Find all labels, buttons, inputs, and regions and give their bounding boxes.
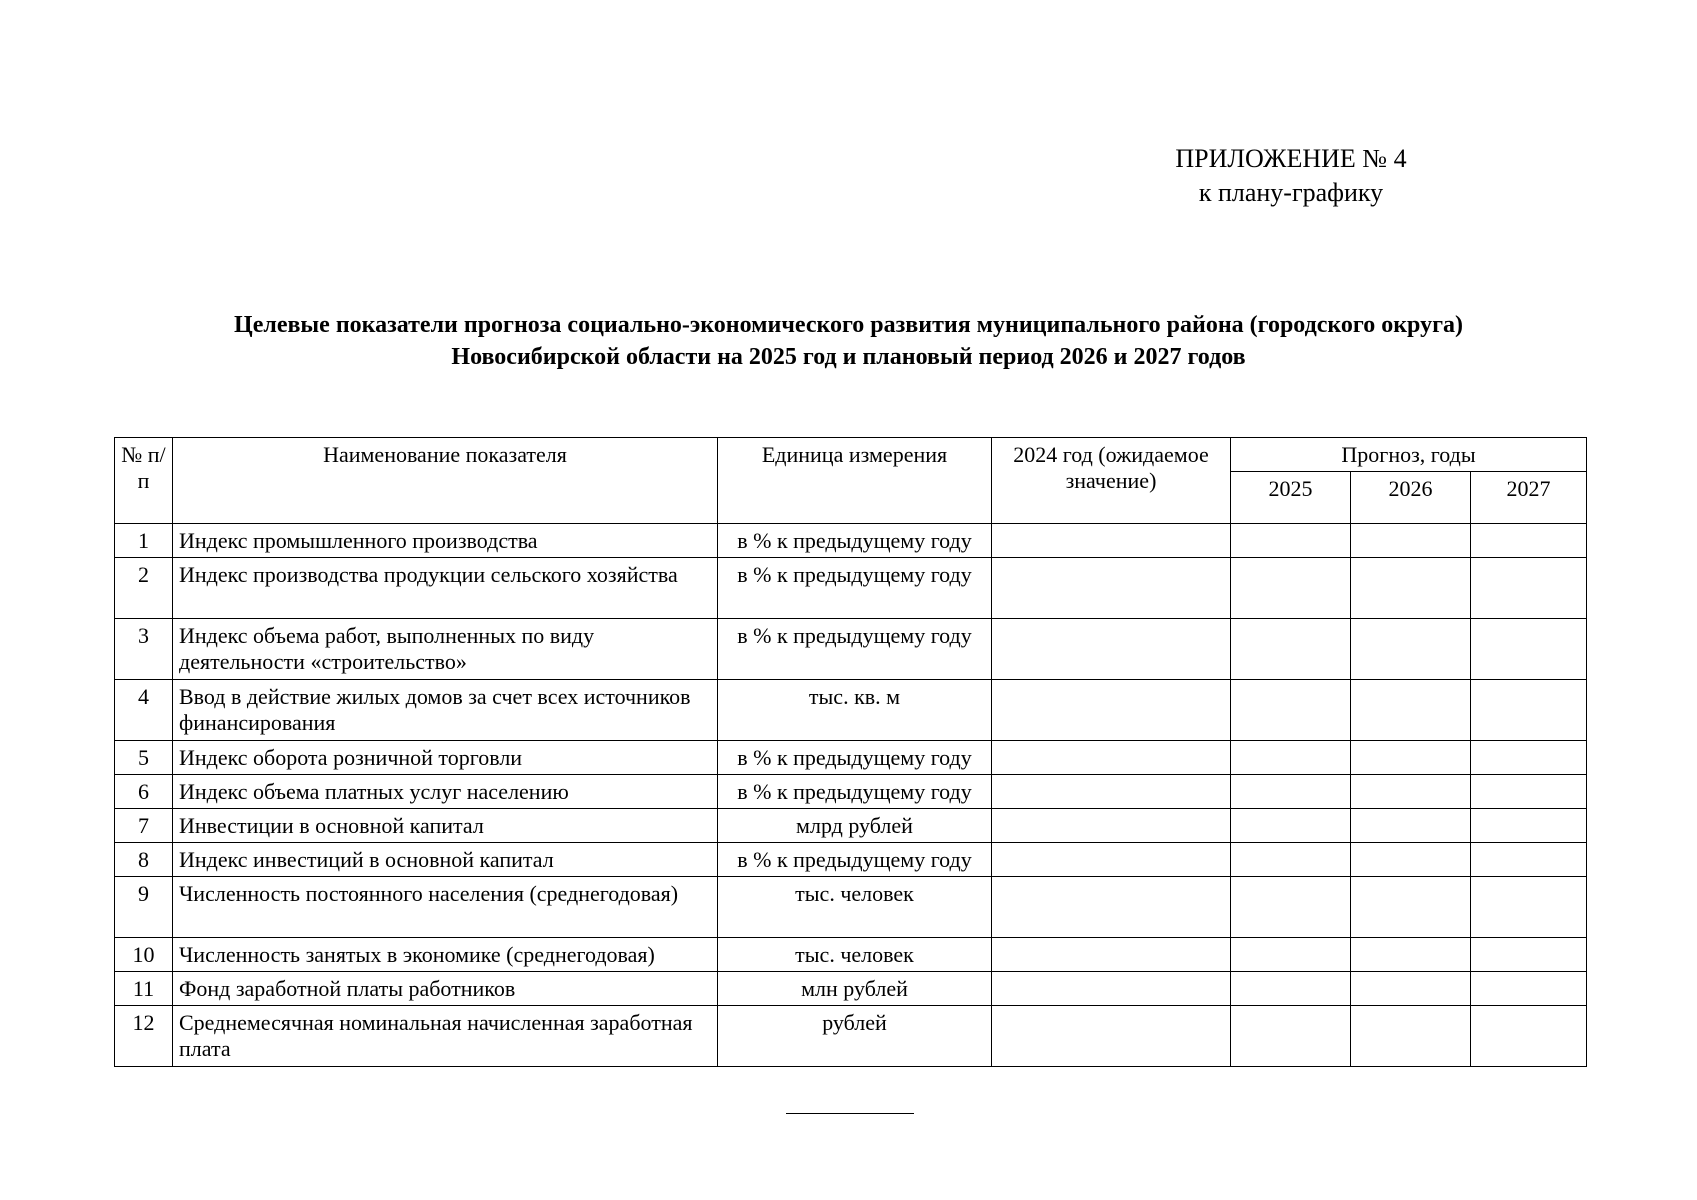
- value-2026: [1351, 741, 1471, 775]
- value-2027: [1471, 558, 1587, 619]
- value-2025: [1231, 558, 1351, 619]
- indicator-name: Инвестиции в основной капитал: [173, 809, 718, 843]
- row-number: 10: [115, 938, 173, 972]
- indicator-unit: в % к предыдущему году: [718, 524, 992, 558]
- value-2027: [1471, 524, 1587, 558]
- appendix-block: [1141, 142, 1441, 210]
- value-2027: [1471, 680, 1587, 741]
- value-2027: [1471, 1006, 1587, 1067]
- row-number: 2: [115, 558, 173, 619]
- value-2026: [1351, 938, 1471, 972]
- indicator-name: Индекс инвестиций в основной капитал: [173, 843, 718, 877]
- value-2025: [1231, 1006, 1351, 1067]
- value-2027: [1471, 877, 1587, 938]
- row-number: 11: [115, 972, 173, 1006]
- indicator-name: Ввод в действие жилых домов за счет всех источников финансирования: [173, 680, 718, 741]
- value-2024: [992, 972, 1231, 1006]
- value-2025: [1231, 877, 1351, 938]
- table-header-row: [115, 438, 1587, 472]
- table-row: [115, 938, 1587, 972]
- header-unit: Единица измерения: [718, 438, 992, 524]
- header-year-2027: 2027: [1471, 472, 1587, 524]
- indicator-unit: тыс. человек: [718, 877, 992, 938]
- value-2026: [1351, 843, 1471, 877]
- value-2024: [992, 877, 1231, 938]
- row-number: 1: [115, 524, 173, 558]
- table-row: [115, 809, 1587, 843]
- table-row: [115, 775, 1587, 809]
- value-2024: [992, 558, 1231, 619]
- value-2025: [1231, 843, 1351, 877]
- table-row: [115, 558, 1587, 619]
- indicator-name: Среднемесячная номинальная начисленная заработная плата: [173, 1006, 718, 1067]
- value-2026: [1351, 558, 1471, 619]
- indicator-unit: млрд рублей: [718, 809, 992, 843]
- value-2025: [1231, 938, 1351, 972]
- header-name: Наименование показателя: [173, 438, 718, 524]
- indicator-name: Фонд заработной платы работников: [173, 972, 718, 1006]
- value-2027: [1471, 741, 1587, 775]
- table-row: [115, 524, 1587, 558]
- value-2024: [992, 775, 1231, 809]
- value-2025: [1231, 619, 1351, 680]
- value-2027: [1471, 972, 1587, 1006]
- row-number: 12: [115, 1006, 173, 1067]
- header-num: № п/п: [115, 438, 173, 524]
- value-2025: [1231, 680, 1351, 741]
- indicator-name: Индекс оборота розничной торговли: [173, 741, 718, 775]
- value-2025: [1231, 972, 1351, 1006]
- header-year-2026: 2026: [1351, 472, 1471, 524]
- table-row: [115, 877, 1587, 938]
- value-2024: [992, 524, 1231, 558]
- value-2024: [992, 741, 1231, 775]
- indicator-name: Индекс промышленного производства: [173, 524, 718, 558]
- document-title-line-1: Целевые показатели прогноза социально-экономического развития муниципального района (городского округа): [234, 312, 1463, 338]
- value-2024: [992, 843, 1231, 877]
- value-2024: [992, 619, 1231, 680]
- table-row: [115, 680, 1587, 741]
- document-title: [100, 309, 1597, 373]
- appendix-number: ПРИЛОЖЕНИЕ № 4: [1175, 144, 1407, 173]
- table-row: [115, 741, 1587, 775]
- indicator-name: Индекс производства продукции сельского хозяйства: [173, 558, 718, 619]
- value-2026: [1351, 809, 1471, 843]
- value-2025: [1231, 809, 1351, 843]
- table-row: [115, 972, 1587, 1006]
- table-row: [115, 843, 1587, 877]
- row-number: 6: [115, 775, 173, 809]
- indicator-unit: в % к предыдущему году: [718, 843, 992, 877]
- value-2025: [1231, 775, 1351, 809]
- value-2027: [1471, 775, 1587, 809]
- row-number: 5: [115, 741, 173, 775]
- indicator-name: Численность постоянного населения (среднегодовая): [173, 877, 718, 938]
- header-base-year: 2024 год (ожидаемое значение): [992, 438, 1231, 524]
- header-year-2025: 2025: [1231, 472, 1351, 524]
- value-2025: [1231, 741, 1351, 775]
- value-2024: [992, 680, 1231, 741]
- value-2026: [1351, 972, 1471, 1006]
- row-number: 3: [115, 619, 173, 680]
- indicator-unit: тыс. кв. м: [718, 680, 992, 741]
- indicator-unit: рублей: [718, 1006, 992, 1067]
- closing-rule: [786, 1113, 914, 1114]
- value-2026: [1351, 877, 1471, 938]
- indicator-unit: в % к предыдущему году: [718, 619, 992, 680]
- value-2026: [1351, 619, 1471, 680]
- table-row: [115, 1006, 1587, 1067]
- indicator-name: Индекс объема работ, выполненных по виду деятельности «строительство»: [173, 619, 718, 680]
- value-2027: [1471, 843, 1587, 877]
- value-2026: [1351, 775, 1471, 809]
- indicator-unit: в % к предыдущему году: [718, 775, 992, 809]
- indicator-unit: тыс. человек: [718, 938, 992, 972]
- appendix-reference: к плану-графику: [1198, 178, 1384, 207]
- value-2025: [1231, 524, 1351, 558]
- value-2026: [1351, 1006, 1471, 1067]
- indicators-table: [114, 437, 1587, 1067]
- row-number: 4: [115, 680, 173, 741]
- value-2026: [1351, 680, 1471, 741]
- value-2027: [1471, 809, 1587, 843]
- value-2024: [992, 1006, 1231, 1067]
- indicator-unit: в % к предыдущему году: [718, 741, 992, 775]
- row-number: 9: [115, 877, 173, 938]
- value-2024: [992, 938, 1231, 972]
- value-2026: [1351, 524, 1471, 558]
- value-2024: [992, 809, 1231, 843]
- row-number: 8: [115, 843, 173, 877]
- indicator-unit: в % к предыдущему году: [718, 558, 992, 619]
- value-2027: [1471, 938, 1587, 972]
- row-number: 7: [115, 809, 173, 843]
- indicator-unit: млн рублей: [718, 972, 992, 1006]
- table-row: [115, 619, 1587, 680]
- indicator-name: Численность занятых в экономике (среднегодовая): [173, 938, 718, 972]
- indicator-name: Индекс объема платных услуг населению: [173, 775, 718, 809]
- header-forecast: Прогноз, годы: [1231, 438, 1587, 472]
- value-2027: [1471, 619, 1587, 680]
- document-title-line-2: Новосибирской области на 2025 год и плановый период 2026 и 2027 годов: [451, 344, 1246, 370]
